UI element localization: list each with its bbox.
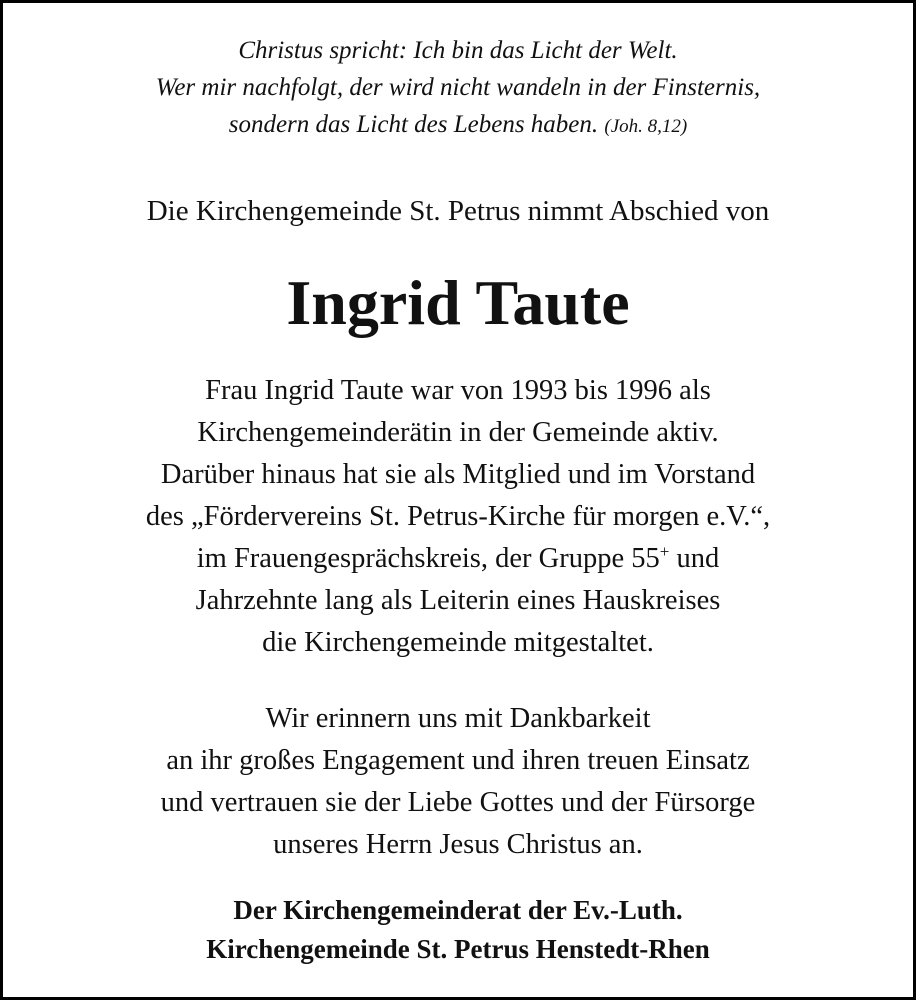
paragraph-line: Darüber hinaus hat sie als Mitglied und im Vorstand <box>160 459 756 490</box>
verse-line: Wer mir nachfolgt, der wird nicht wandeln in der Finsternis, <box>155 74 761 101</box>
biography-paragraph <box>3 370 913 664</box>
paragraph-line: unseres Herrn Jesus Christus an. <box>273 829 643 860</box>
verse-line-text: sondern das Licht des Lebens haben. <box>228 111 599 138</box>
paragraph-line: Kirchengemeinderätin in der Gemeinde aktiv. <box>197 417 719 448</box>
line-text: im Frauengesprächskreis, der Gruppe 55 <box>196 543 660 574</box>
gratitude-paragraph <box>3 698 913 866</box>
paragraph-line: die Kirchengemeinde mitgestaltet. <box>262 627 654 658</box>
intro-text: Die Kirchengemeinde St. Petrus nimmt Abschied von <box>146 195 770 227</box>
paragraph-line: Jahrzehnte lang als Leiterin eines Hauskreises <box>195 585 721 616</box>
signature-line: Kirchengemeinde St. Petrus Henstedt-Rhen <box>206 934 710 964</box>
paragraph-line: Wir erinnern uns mit Dankbarkeit <box>265 703 651 734</box>
paragraph-line: Frau Ingrid Taute war von 1993 bis 1996 als <box>205 375 711 406</box>
deceased-name: Ingrid Taute <box>286 267 630 338</box>
bible-verse <box>3 32 913 145</box>
signature <box>3 891 913 969</box>
line-text: und <box>669 543 720 574</box>
verse-line: Christus spricht: Ich bin das Licht der Welt. <box>238 37 678 64</box>
verse-reference: (Joh. 8,12) <box>604 116 688 137</box>
verse-line <box>3 106 913 145</box>
paragraph-line: des „Fördervereins St. Petrus-Kirche für morgen e.V.“, <box>145 501 771 532</box>
signature-line: Der Kirchengemeinderat der Ev.-Luth. <box>233 895 683 925</box>
paragraph-line: an ihr großes Engagement und ihren treuen Einsatz <box>166 745 750 776</box>
paragraph-line: und vertrauen sie der Liebe Gottes und der Fürsorge <box>160 787 756 818</box>
paragraph-line <box>3 538 913 580</box>
superscript-plus: + <box>659 541 670 561</box>
